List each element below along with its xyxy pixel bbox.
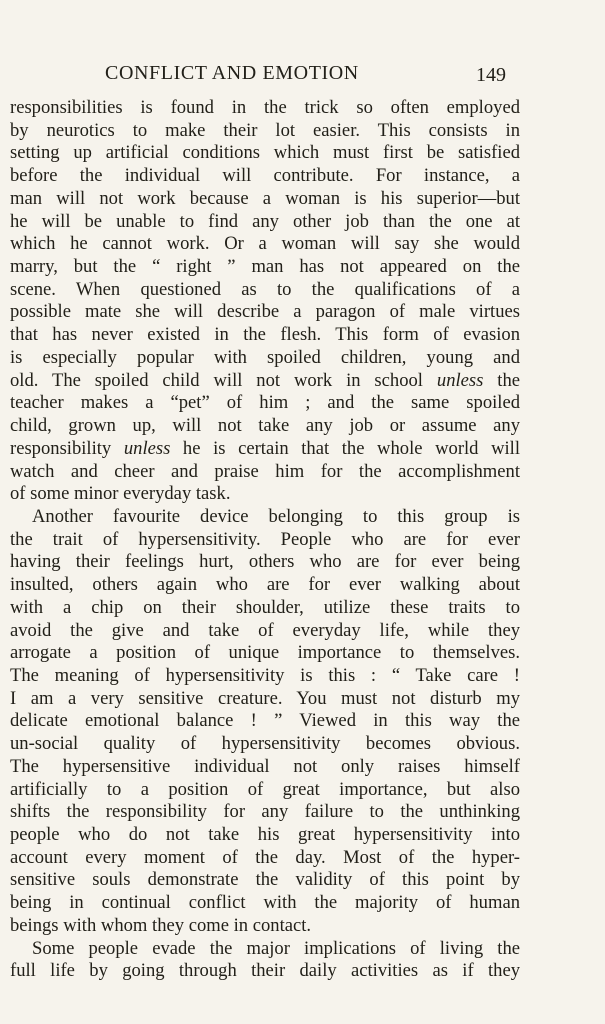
text-line: possible mate she will describe a paragon of male virtues <box>10 301 520 323</box>
text-line: teacher makes a “pet” of him ; and the same spoiled <box>10 392 520 414</box>
text-line: Another favourite device belonging to this group is <box>32 505 520 527</box>
text-line: being in continual conflict with the majority of human <box>10 892 520 914</box>
text-line: account every moment of the day. Most of the hyper- <box>10 846 520 868</box>
text-line: un-social quality of hypersensitivity becomes obvious. <box>10 733 520 755</box>
text-line: which he cannot work. Or a woman will say she would <box>10 233 520 255</box>
text-line: sensitive souls demonstrate the validity of this point by <box>10 869 520 891</box>
text-line: watch and cheer and praise him for the accomplishment <box>10 460 520 482</box>
text-line: marry, but the “ right ” man has not appeared on the <box>10 256 520 278</box>
emphasis-unless: unless <box>123 437 171 459</box>
text-line: people who do not take his great hypersensitivity into <box>10 824 520 845</box>
text-line: Some people evade the major implications of living the <box>32 937 520 959</box>
text-line: with a chip on their shoulder, utilize these traits to <box>10 596 520 618</box>
text-line: responsibility unless he is certain that the whole world will <box>10 437 520 459</box>
text-line: of some minor everyday task. <box>10 483 231 505</box>
text-line: avoid the give and take of everyday life, while they <box>10 619 520 641</box>
text-line: The hypersensitive individual not only raises himself <box>10 755 520 777</box>
text-line: child, grown up, will not take any job or assume any <box>10 415 520 437</box>
text-line: setting up artificial conditions which must first be satisfied <box>10 142 520 164</box>
text-line: delicate emotional balance ! ” Viewed in this way the <box>10 710 520 732</box>
emphasis-unless: unless <box>436 369 484 391</box>
text-line: shifts the responsibility for any failure to the unthinking <box>10 801 520 823</box>
text-line: by neurotics to make their lot easier. This consists in <box>10 119 520 141</box>
page-number: 149 <box>476 64 506 86</box>
text-line: The meaning of hypersensitivity is this : “ Take care ! <box>10 664 520 686</box>
text-line: old. The spoiled child will not work in school unless the <box>10 369 520 391</box>
text-line: he will be unable to find any other job than the one at <box>10 210 520 232</box>
text-line: beings with whom they come in contact. <box>10 914 312 936</box>
text-line: full life by going through their daily activities as if they <box>10 960 520 982</box>
text-line: having their feelings hurt, others who are for ever being <box>10 551 520 573</box>
body-text <box>10 97 520 983</box>
running-head <box>0 60 605 88</box>
text-line: scene. When questioned as to the qualifications of a <box>10 278 520 300</box>
text-line: responsibilities is found in the trick so often employed <box>10 97 520 118</box>
text-line: man will not work because a woman is his superior—but <box>10 187 520 209</box>
text-line: the trait of hypersensitivity. People who are for ever <box>10 528 520 550</box>
text-line: insulted, others again who are for ever walking about <box>10 574 520 596</box>
text-line: is especially popular with spoiled children, young and <box>10 346 520 368</box>
text-line: artificially to a position of great importance, but also <box>10 778 520 800</box>
text-line: that has never existed in the flesh. This form of evasion <box>10 324 520 346</box>
text-line: I am a very sensitive creature. You must not disturb my <box>10 687 520 709</box>
running-title: CONFLICT AND EMOTION <box>105 62 359 84</box>
text-line: arrogate a position of unique importance to themselves. <box>10 642 520 664</box>
text-line: before the individual will contribute. For instance, a <box>10 165 520 187</box>
